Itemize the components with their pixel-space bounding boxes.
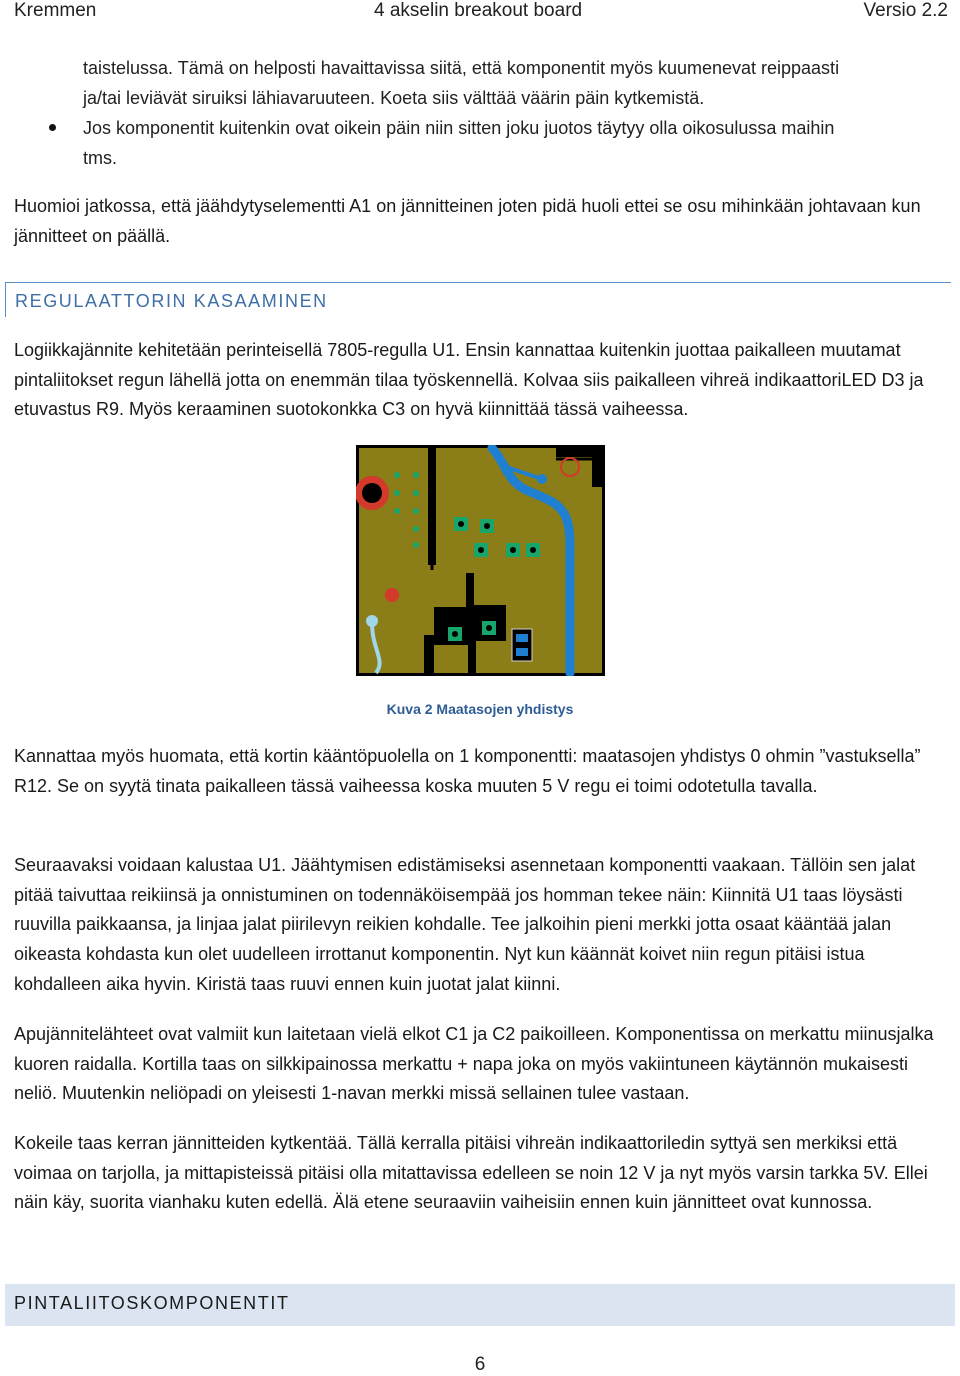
bullet-continued-line-2: ja/tai leviävät siruiksi lähiavaruuteen. Koeta siis välttää väärin päin kytkemistä.: [83, 88, 705, 108]
bullet-item-line-1: Jos komponentit kuitenkin ovat oikein päin niin sitten joku juotos täytyy olla oikosulussa maihin: [83, 118, 835, 138]
page-number: 6: [474, 1354, 486, 1375]
bullet-item-line-2: tms.: [83, 148, 117, 168]
section-heading-smd: [5, 1284, 955, 1326]
pcb-ground-plane-illustration: [356, 445, 605, 676]
paragraph-voltage-test: Kokeile taas kerran jännitteiden kytkentää. Tällä kerralla pitäisi vihreän indikaattoriledin syttyä sen merkiksi että voimaa on tarjolla, ja mittapisteissä pitäisi olla mitattavissa edelleen se noin 12 V ja nyt myös varsin tarkka 5V. Ellei näin käy, suorita vianhaku kuten edellä. Älä etene seuraaviin vaiheisiin ennen kuin jännitteet ovat kunnossa.: [14, 1133, 928, 1213]
figure-caption: Kuva 2 Maatasojen yhdistys: [386, 701, 574, 717]
section-heading-regulator-text: REGULAATTORIN KASAAMINEN: [15, 291, 328, 311]
section-heading-regulator: [5, 282, 951, 317]
pcb-figure-image: [356, 445, 605, 676]
paragraph-ground-link: Kannattaa myös huomata, että kortin kääntöpuolella on 1 komponentti: maatasojen yhdistys 0 ohmin ”vastuksella” R12. Se on syytä tinata paikalleen tässä vaiheessa koska muuten 5 V regu ei toimi odotetulla tavalla.: [14, 746, 921, 796]
paragraph-capacitors: Apujännitelähteet ovat valmiit kun laitetaan vielä elkot C1 ja C2 paikoilleen. Komponentissa on merkattu miinusjalka kuoren raidalla. Kortilla taas on silkkipainossa merkattu + napa joka on myös vakiintuneen käytännön mukaisesti neliö. Muutenkin neliöpadi on yleisesti 1-navan merkki missä sellainen tulee vastaan.: [14, 1024, 934, 1104]
page-header: [0, 0, 960, 26]
paragraph-heatsink-warning: Huomioi jatkossa, että jäähdytyselementti A1 on jännitteinen joten pidä huoli ettei se osu mihinkään johtavaan kun jännitteet on päällä.: [14, 196, 921, 246]
bullet-dot-icon: [49, 124, 56, 131]
paragraph-mount-u1: Seuraavaksi voidaan kalustaa U1. Jäähtymisen edistämiseksi asennetaan komponentti vaakaan. Tällöin sen jalat pitää taivuttaa reikiinsä ja onnistuminen on todennäköisempää jos homman tekee näin: Kiinnitä U1 taas löysästi ruuvilla paikkaansa, ja linjaa jalat piirilevyn reikien kohdalle. Tee jalkoihin pieni merkki jotta osaat kääntää jalan oikeasta kohdasta kun olet uudelleen irrottanut komponentin. Nyt kun käännät koivet niin regun pitäisi istua kohdalleen aika hyvin. Kiristä taas ruuvi ennen kuin juotat jalat kiinni.: [14, 855, 916, 994]
section-heading-smd-text: PINTALIITOSKOMPONENTIT: [14, 1293, 290, 1313]
header-version: Versio 2.2: [863, 0, 948, 21]
header-title: 4 akselin breakout board: [374, 0, 583, 21]
header-author: Kremmen: [14, 0, 97, 21]
paragraph-regulator-intro: Logiikkajännite kehitetään perinteisellä 7805-regulla U1. Ensin kannattaa kuitenkin juottaa paikalleen muutamat pintaliitokset regun lähellä jotta on enemmän tilaa työskennellä. Kolvaa siis paikalleen vihreä indikaattoriLED D3 ja etuvastus R9. Myös keraaminen suotokonkka C3 on hyvä kiinnittää tässä vaiheessa.: [14, 340, 924, 420]
bullet-continued-line-1: taistelussa. Tämä on helposti havaittavissa siitä, että komponentit myös kuumenevat reippaasti: [83, 58, 840, 78]
